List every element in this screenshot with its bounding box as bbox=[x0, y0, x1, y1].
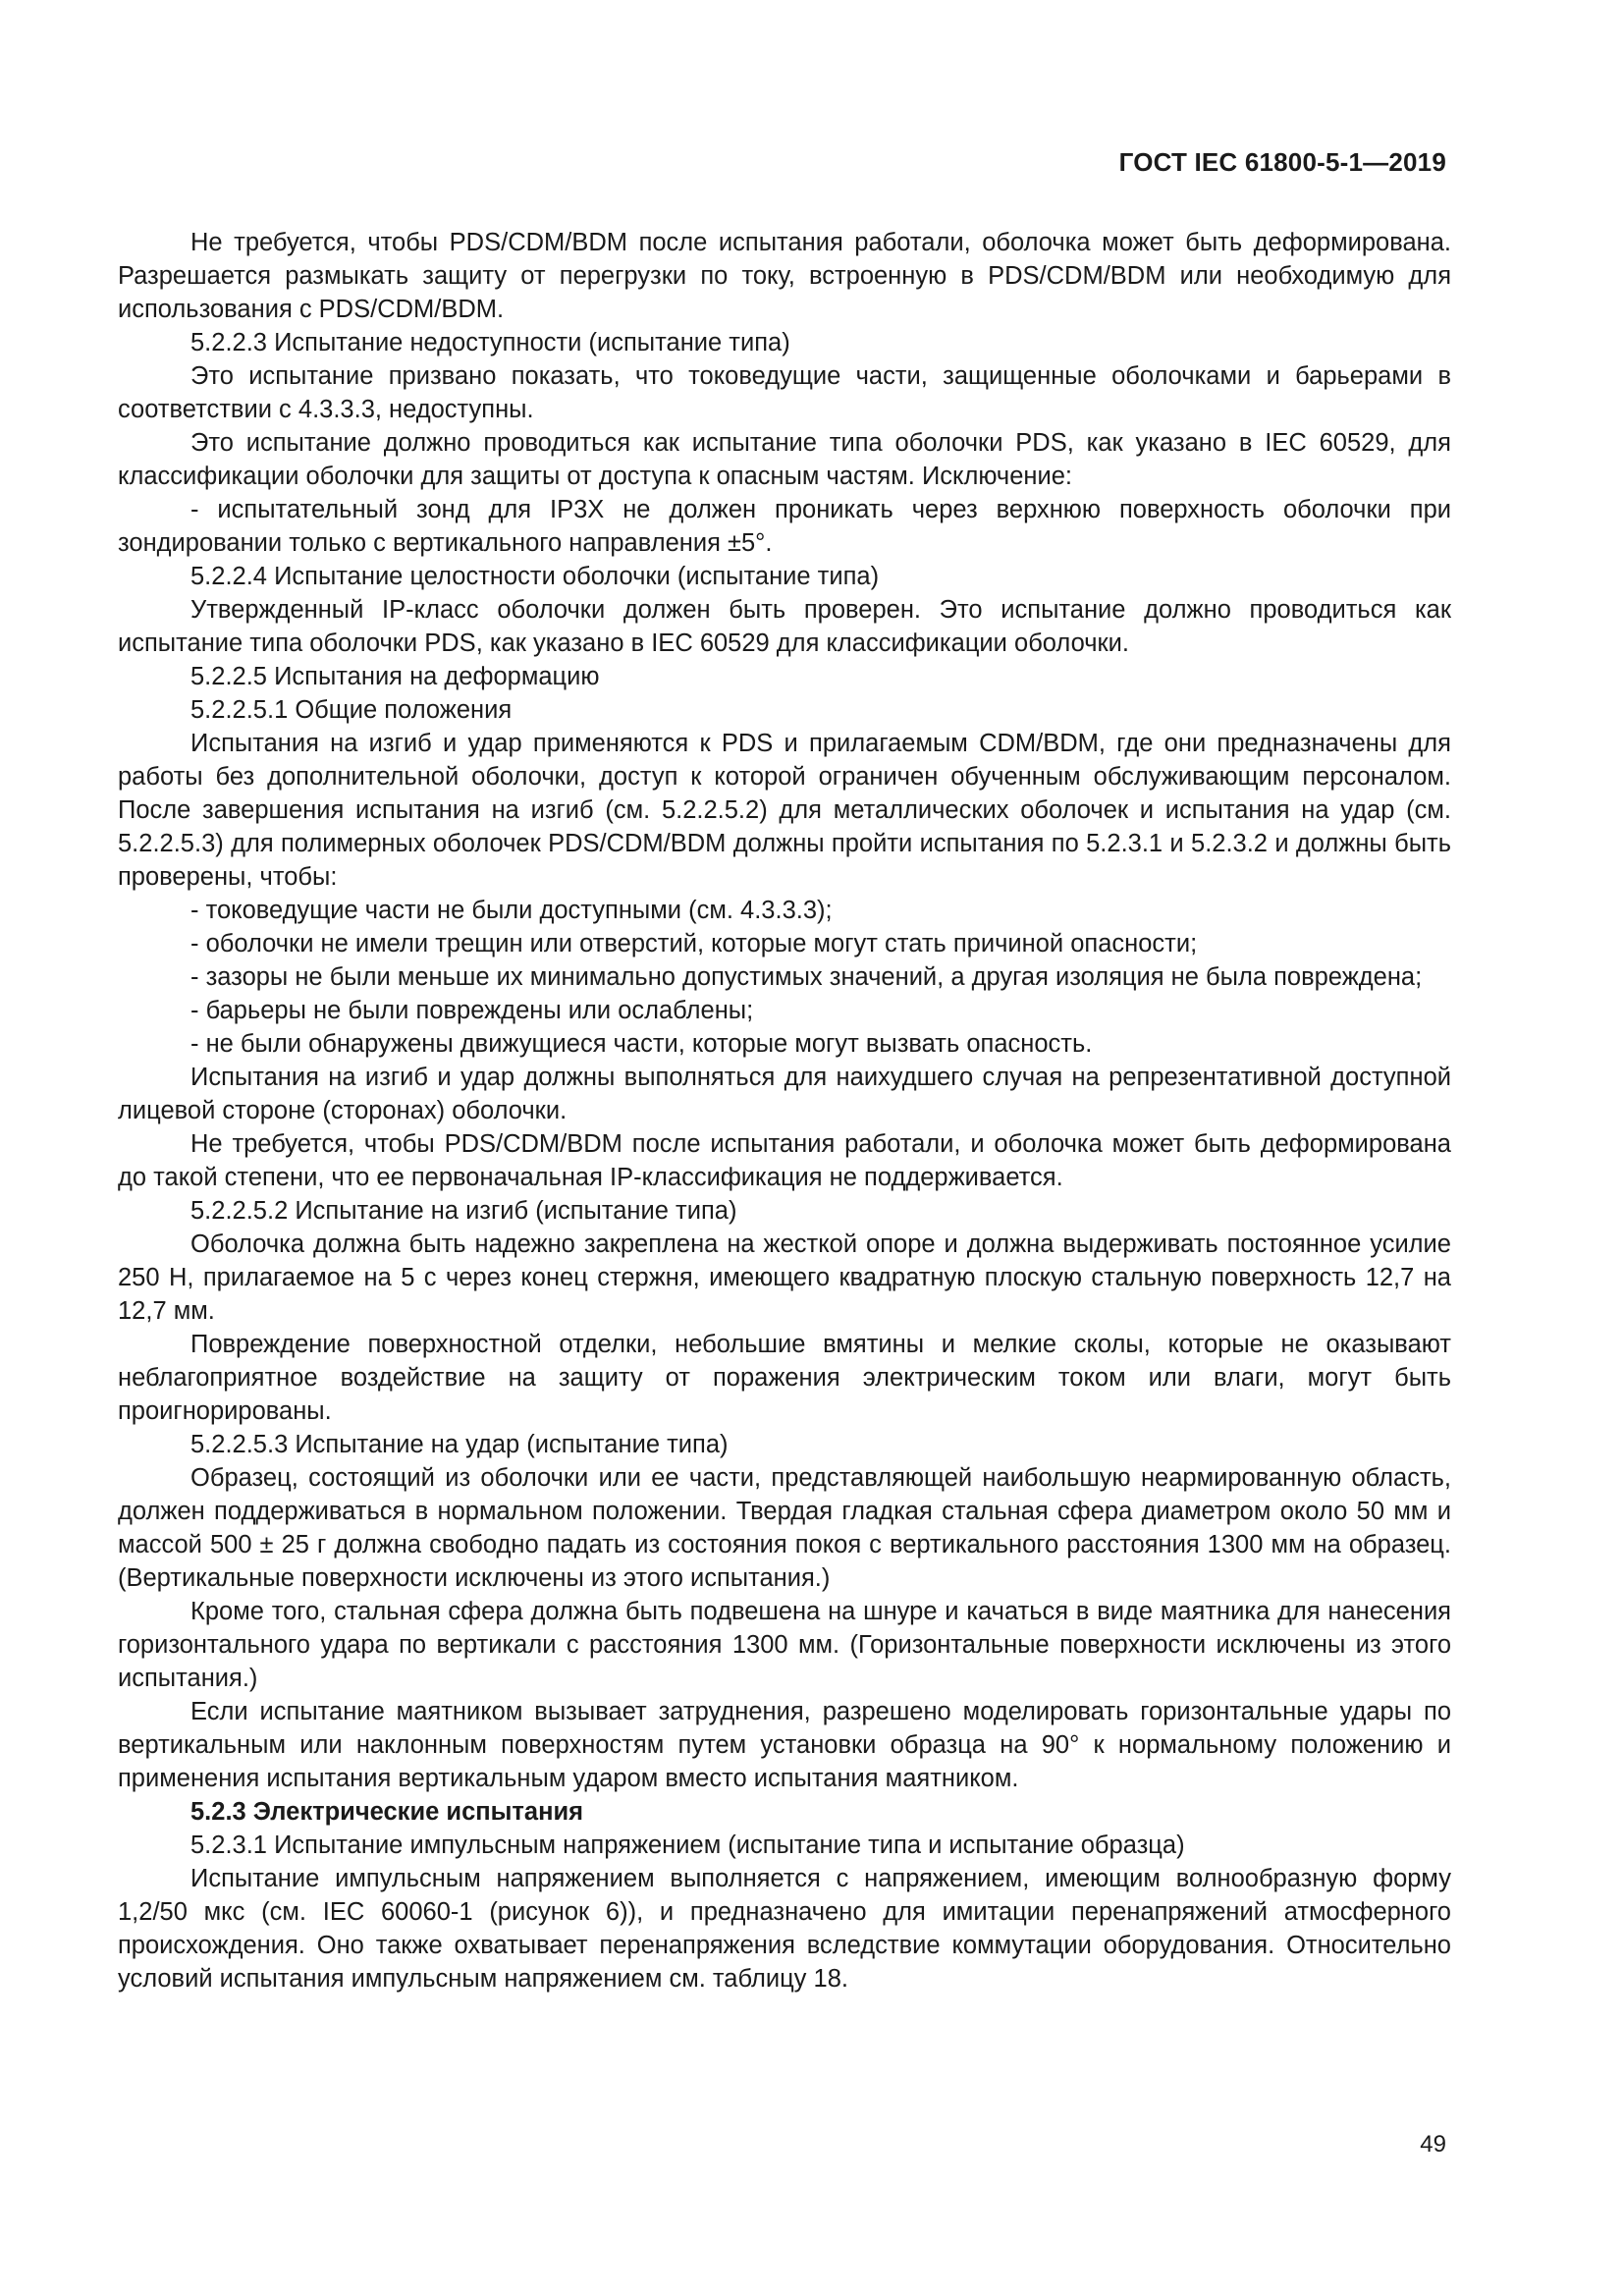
section-heading: 5.2.2.5.3 Испытание на удар (испытание типа) bbox=[190, 1431, 729, 1458]
section-heading-bold: 5.2.3 Электрические испытания bbox=[190, 1798, 584, 1826]
section-heading: 5.2.2.5.1 Общие положения bbox=[190, 696, 513, 724]
section-heading: 5.2.2.3 Испытание недоступности (испытание типа) bbox=[190, 329, 790, 356]
paragraph: Это испытание призвано показать, что токоведущие части, защищенные оболочками и барьерами в соответствии с 4.3.3.3, недоступны. bbox=[118, 362, 1451, 423]
list-item: - не были обнаружены движущиеся части, которые могут вызвать опасность. bbox=[190, 1030, 1093, 1058]
paragraph: Не требуется, чтобы PDS/CDM/BDM после испытания работали, и оболочка может быть деформирована до такой степени, что ее первоначальная IP-классификация не поддерживается. bbox=[118, 1130, 1451, 1191]
section-heading: 5.2.2.4 Испытание целостности оболочки (испытание типа) bbox=[190, 563, 880, 590]
section-heading: 5.2.2.5 Испытания на деформацию bbox=[190, 663, 600, 690]
section-heading: 5.2.3.1 Испытание импульсным напряжением (испытание типа и испытание образца) bbox=[190, 1831, 1185, 1859]
list-item: - барьеры не были повреждены или ослаблены; bbox=[190, 997, 754, 1024]
paragraph: Испытание импульсным напряжением выполняется с напряжением, имеющим волнообразную форму 1,2/50 мкс (см. IEC 60060-1 (рисунок 6)), и предназначено для имитации перенапряжений атмосферного происхождения. Оно также охватывает перенапряжения вследствие коммутации оборудования. Относительно условий испытания импульсным напряжением см. таблицу 18. bbox=[118, 1865, 1451, 1993]
paragraph: Испытания на изгиб и удар применяются к PDS и прилагаемым CDM/BDM, где они предназначены для работы без дополнительной оболочки, доступ к которой ограничен обученным обслуживающим персоналом. После завершения испытания на изгиб (см. 5.2.2.5.2) для металлических оболочек и испытания на удар (см. 5.2.2.5.3) для полимерных оболочек PDS/CDM/BDM должны пройти испытания по 5.2.3.1 и 5.2.3.2 и должны быть проверены, чтобы: bbox=[118, 730, 1451, 891]
page-number: 49 bbox=[1420, 2131, 1446, 2158]
paragraph: Не требуется, чтобы PDS/CDM/BDM после испытания работали, оболочка может быть деформирована. Разрешается размыкать защиту от перегрузки по току, встроенную в PDS/CDM/BDM или необходимую для использования с PDS/CDM/BDM. bbox=[118, 229, 1451, 323]
paragraph: Это испытание должно проводиться как испытание типа оболочки PDS, как указано в IEC 60529, для классификации оболочки для защиты от доступа к опасным частям. Исключение: bbox=[118, 429, 1451, 490]
paragraph: Утвержденный IP-класс оболочки должен быть проверен. Это испытание должно проводиться как испытание типа оболочки PDS, как указано в IEC 60529 для классификации оболочки. bbox=[118, 596, 1451, 657]
paragraph: Оболочка должна быть надежно закреплена на жесткой опоре и должна выдерживать постоянное усилие 250 Н, прилагаемое на 5 с через конец стержня, имеющего квадратную плоскую стальную поверхность 12,7 на 12,7 мм. bbox=[118, 1230, 1451, 1325]
paragraph: Повреждение поверхностной отделки, небольшие вмятины и мелкие сколы, которые не оказывают неблагоприятное воздействие на защиту от поражения электрическим током или влаги, могут быть проигнорированы. bbox=[118, 1331, 1451, 1425]
document-body bbox=[118, 226, 1451, 1995]
paragraph: Испытания на изгиб и удар должны выполняться для наихудшего случая на репрезентативной доступной лицевой стороне (сторонах) оболочки. bbox=[118, 1064, 1451, 1124]
list-item: - испытательный зонд для IP3X не должен проникать через верхнюю поверхность оболочки при зондировании только с вертикального направления ±5°. bbox=[118, 496, 1451, 557]
paragraph: Образец, состоящий из оболочки или ее части, представляющей наибольшую неармированную область, должен поддерживаться в нормальном положении. Твердая гладкая стальная сфера диаметром около 50 мм и массой 500 ± 25 г должна свободно падать из состояния покоя с вертикального расстояния 1300 мм на образец. (Вертикальные поверхности исключены из этого испытания.) bbox=[118, 1464, 1451, 1592]
standard-code-header: ГОСТ IEC 61800-5-1—2019 bbox=[1118, 147, 1446, 177]
section-heading: 5.2.2.5.2 Испытание на изгиб (испытание типа) bbox=[190, 1197, 737, 1225]
list-item: - зазоры не были меньше их минимально допустимых значений, а другая изоляция не была повреждена; bbox=[190, 963, 1423, 991]
paragraph: Кроме того, стальная сфера должна быть подвешена на шнуре и качаться в виде маятника для нанесения горизонтального удара по вертикали с расстояния 1300 мм. (Горизонтальные поверхности исключены из этого испытания.) bbox=[118, 1598, 1451, 1692]
list-item: - токоведущие части не были доступными (см. 4.3.3.3); bbox=[190, 897, 833, 924]
list-item: - оболочки не имели трещин или отверстий, которые могут стать причиной опасности; bbox=[190, 930, 1198, 957]
paragraph: Если испытание маятником вызывает затруднения, разрешено моделировать горизонтальные удары по вертикальным или наклонным поверхностям путем установки образца на 90° к нормальному положению и применения испытания вертикальным ударом вместо испытания маятником. bbox=[118, 1698, 1451, 1792]
